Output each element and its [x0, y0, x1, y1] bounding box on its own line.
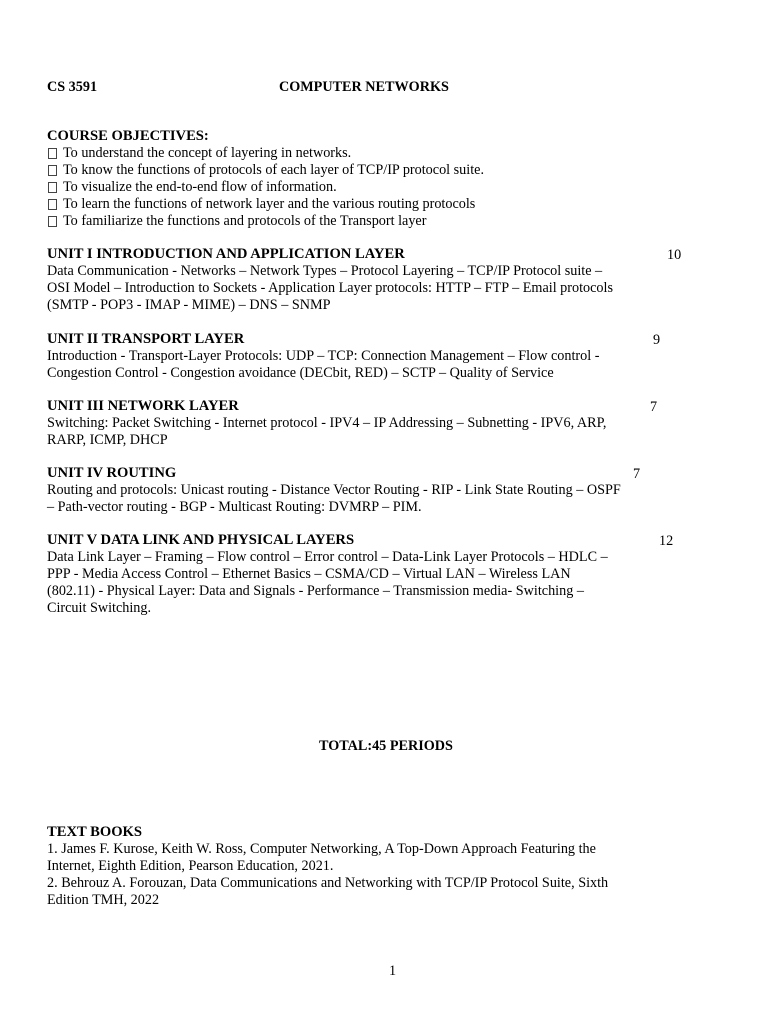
unit-content-line: Circuit Switching.	[47, 600, 152, 616]
unit-hours: 7	[633, 466, 641, 482]
unit-4	[47, 465, 687, 516]
unit-title: UNIT III NETWORK LAYER	[47, 398, 239, 414]
unit-content-line: Introduction - Transport-Layer Protocols: UDP – TCP: Connection Management – Flow control -	[47, 348, 600, 364]
unit-content-line: Data Communication - Networks – Network Types – Protocol Layering – TCP/IP Protocol suite –	[47, 263, 603, 279]
unit-3	[47, 398, 687, 449]
unit-content-line: Routing and protocols: Unicast routing - Distance Vector Routing - RIP - Link State Routing – OSPF	[47, 482, 621, 498]
unit-content-line: – Path-vector routing - BGP - Multicast Routing: DVMRP – PIM.	[47, 499, 422, 515]
bullet-box-icon	[48, 199, 57, 210]
text-books	[47, 824, 687, 909]
unit-2	[47, 331, 687, 382]
course-code: CS 3591	[47, 79, 98, 95]
unit-content-line: Switching: Packet Switching - Internet protocol - IPV4 – IP Addressing – Subnetting - IPV6, ARP,	[47, 415, 607, 431]
unit-title: UNIT IV ROUTING	[47, 465, 177, 481]
bullet-box-icon	[48, 182, 57, 193]
total-periods: TOTAL:45 PERIODS	[319, 738, 453, 754]
textbook-line: Internet, Eighth Edition, Pearson Education, 2021.	[47, 858, 334, 874]
unit-hours: 9	[653, 332, 661, 348]
unit-content-line: RARP, ICMP, DHCP	[47, 432, 168, 448]
unit-content-line: PPP - Media Access Control – Ethernet Basics – CSMA/CD – Virtual LAN – Wireless LAN	[47, 566, 571, 582]
textbook-line: 2. Behrouz A. Forouzan, Data Communications and Networking with TCP/IP Protocol Suite, Sixth	[47, 875, 609, 891]
objective-item: To familiarize the functions and protocols of the Transport layer	[47, 213, 687, 230]
unit-content-line: (SMTP - POP3 - IMAP - MIME) – DNS – SNMP	[47, 297, 331, 313]
textbook-line: Edition TMH, 2022	[47, 892, 160, 908]
unit-5	[47, 532, 687, 617]
unit-hours: 10	[667, 247, 682, 263]
bullet-box-icon	[48, 216, 57, 227]
course-objectives	[47, 128, 687, 230]
objective-item: To learn the functions of network layer and the various routing protocols	[47, 196, 687, 213]
unit-title: UNIT I INTRODUCTION AND APPLICATION LAYER	[47, 246, 405, 262]
textbook-line: 1. James F. Kurose, Keith W. Ross, Computer Networking, A Top-Down Approach Featuring the	[47, 841, 596, 857]
unit-hours: 7	[650, 399, 658, 415]
unit-title: UNIT V DATA LINK AND PHYSICAL LAYERS	[47, 532, 355, 548]
unit-content-line: OSI Model – Introduction to Sockets - Application Layer protocols: HTTP – FTP – Email protocols	[47, 280, 613, 296]
course-title: COMPUTER NETWORKS	[279, 79, 449, 95]
page-number: 1	[389, 963, 397, 979]
objective-item: To know the functions of protocols of each layer of TCP/IP protocol suite.	[47, 162, 687, 179]
unit-content-line: Congestion Control - Congestion avoidance (DECbit, RED) – SCTP – Quality of Service	[47, 365, 554, 381]
objectives-heading: COURSE OBJECTIVES:	[47, 128, 209, 144]
unit-1	[47, 246, 687, 314]
textbooks-heading: TEXT BOOKS	[47, 824, 143, 840]
bullet-box-icon	[48, 165, 57, 176]
unit-title: UNIT II TRANSPORT LAYER	[47, 331, 245, 347]
unit-content-line: (802.11) - Physical Layer: Data and Signals - Performance – Transmission media- Switching –	[47, 583, 584, 599]
unit-content-line: Data Link Layer – Framing – Flow control – Error control – Data-Link Layer Protocols – HDLC –	[47, 549, 608, 565]
objective-item: To understand the concept of layering in networks.	[47, 145, 687, 162]
objective-item: To visualize the end-to-end flow of information.	[47, 179, 687, 196]
unit-hours: 12	[659, 533, 674, 549]
bullet-box-icon	[48, 148, 57, 159]
